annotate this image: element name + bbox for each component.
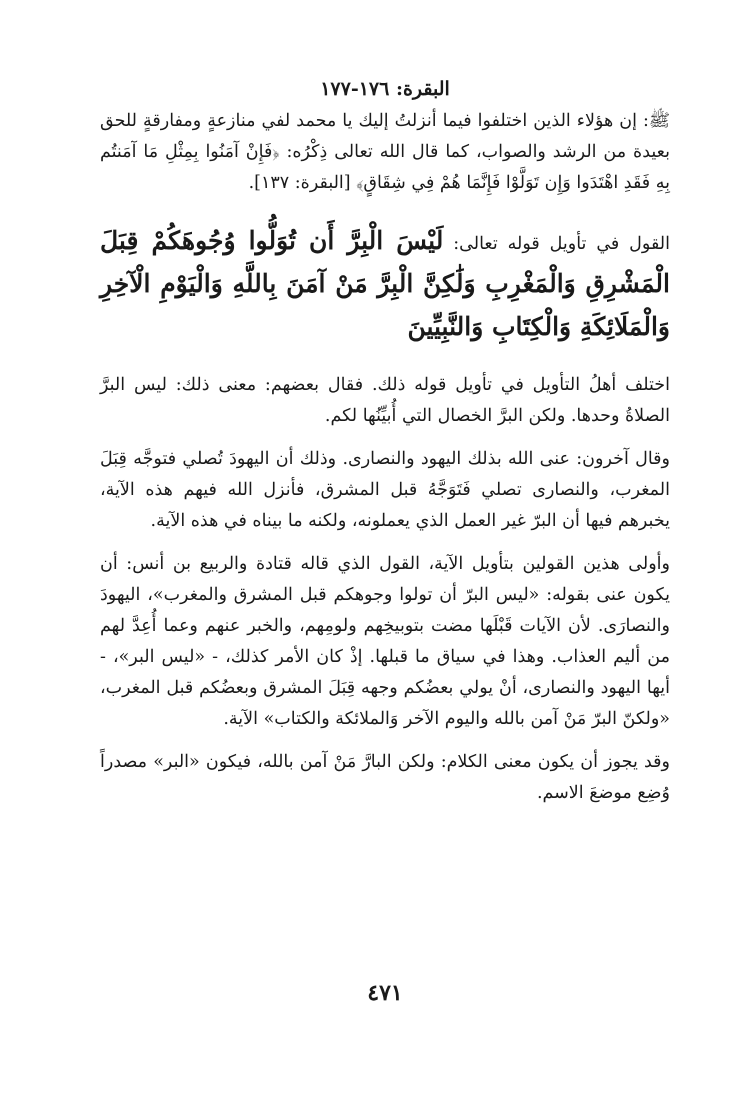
section-heading-lead: القول في تأويل قوله تعالى: [453, 234, 670, 254]
page-body [100, 76, 670, 1006]
page-number: ٤٧١ [367, 980, 403, 1006]
paragraph-3: وأولى هذين القولين بتأويل الآية، القول الذي قاله قتادة والربيع بن أنس: أن يكون عنى بقوله: «ليس البرّ أن تولوا وجوهكم قبل المشرق والمغرب»، اليهودَ والنصارَى. لأن الآيات قَبْلَها مضت بتوبيخِهم ولومِهم، والخبر عنهم وعما أُعِدَّ لهم من أليم العذاب. وهذا في سياق ما قبلها. إذْ كان الأمر كذلك، - «ليس البر»، - أيها اليهود والنصارى، أنْ يولي بعضُكم وجهه قِبَلَ المشرق وبعضُكم قبل المغرب، «ولكنّ البرّ مَنْ آمن بالله واليوم الآخر وَالملائكة والكتاب» الآية. [100, 554, 670, 729]
paragraph-1: اختلف أهلُ التأويل في تأويل قوله ذلك. فقال بعضهم: معنى ذلك: ليس البرَّ الصلاةُ وحدها. ولكن البرَّ الخصال التي أُبيِّنُها لكم. [100, 375, 670, 426]
paragraph-4: وقد يجوز أن يكون معنى الكلام: ولكن البارَّ مَنْ آمن بالله، فيكون «البر» مصدراً وُضِع موضعَ الاسم. [100, 752, 670, 803]
running-head: البقرة: ١٧٦-١٧٧ [320, 78, 450, 100]
quranic-verse: لَيْسَ الْبِرَّ أَن تُوَلُّوا وُجُوهَكُمْ قِبَلَ الْمَشْرِقِ وَالْمَغْرِبِ وَلَٰكِنَّ الْبِرَّ مَنْ آمَنَ بِاللَّهِ وَالْيَوْمِ الْآخِرِ وَالْمَلَائِكَةِ وَالْكِتَابِ وَالنَّبِيِّينَ [100, 226, 670, 341]
section-heading [100, 221, 670, 350]
paragraph-2: وقال آخرون: عنى الله بذلك اليهود والنصارى. وذلك أن اليهودَ تُصلي فتوجَّه قِبَلَ المغرب، والنصارى تصلي فَتَوَجَّهُ قبل المشرق، فأنزل الله فيهم هذه الآية، يخبرهم فيها أن البرّ غير العمل الذي يعملونه، ولكنه ما بيناه في هذه الآية. [100, 449, 670, 531]
intro-paragraph: ﷺ: إن هؤلاء الذين اختلفوا فيما أنزلتُ إليك يا محمد لفي منازعةٍ ومفارقةٍ للحق بعيدة من الرشد والصواب، كما قال الله تعالى ذِكْرُه: ﴿فَإِنْ آمَنُوا بِمِثْلِ مَا آمَنتُم بِهِ فَقَدِ اهْتَدَوا وَإِن تَوَلَّوْا فَإِنَّمَا هُمْ فِي شِقَاقٍ﴾ [البقرة: ١٣٧]. [100, 111, 670, 193]
